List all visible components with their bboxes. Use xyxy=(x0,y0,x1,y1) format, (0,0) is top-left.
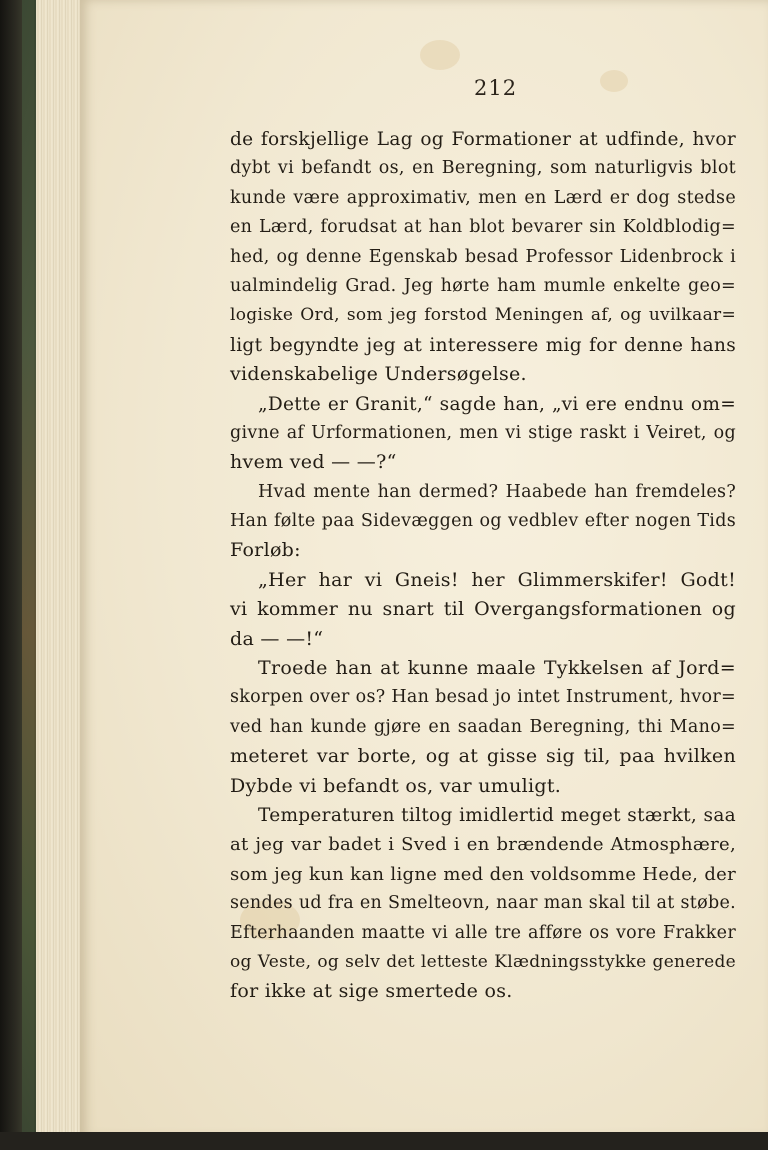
text-line: skorpen over os? Han besad jo intet Instrument, hvor= xyxy=(230,687,736,708)
text-line: Troede han at kunne maale Tykkelsen af Jord= xyxy=(258,657,736,680)
text-line: de forskjellige Lag og Formationer at udfinde, hvor xyxy=(230,129,736,150)
text-line: at jeg var badet i Sved i en brændende Atmosphære, xyxy=(230,834,736,856)
text-line: hed, og denne Egenskab besad Professor Lidenbrock i xyxy=(230,246,736,267)
text-line: „Dette er Granit,“ sagde han, „vi ere endnu om= xyxy=(258,393,736,415)
text-line: vi kommer nu snart til Overgangsformationen og xyxy=(230,598,736,621)
text-line: sendes ud fra en Smelteovn, naar man skal til at støbe. xyxy=(230,893,736,914)
text-line: ved han kunde gjøre en saadan Beregning, thi Mano= xyxy=(230,716,736,737)
text-line: meteret var borte, og at gisse sig til, paa hvilken xyxy=(230,745,736,768)
text-line: Han følte paa Sidevæggen og vedblev efter nogen Tids xyxy=(230,511,736,532)
text-line: givne af Urformationen, men vi stige raskt i Veiret, og xyxy=(230,422,736,443)
text-line: „Her har vi Gneis! her Glimmerskifer! Godt! xyxy=(258,568,736,591)
text-line: Hvad mente han dermed? Haabede han fremdeles? xyxy=(258,481,736,502)
text-line: en Lærd, forudsat at han blot bevarer sin Koldblodig= xyxy=(230,217,736,238)
text-line: Temperaturen tiltog imidlertid meget stærkt, saa xyxy=(258,804,736,826)
text-line: ligt begyndte jeg at interessere mig for denne hans xyxy=(230,334,736,356)
paper-stain xyxy=(600,70,628,92)
bottom-edge xyxy=(0,1132,768,1150)
paper-stain xyxy=(420,40,460,70)
text-line: og Veste, og selv det letteste Klædningsstykke generede xyxy=(230,951,736,972)
text-line: for ikke at sige smertede os. xyxy=(230,980,513,1003)
text-line: Efterhaanden maatte vi alle tre afføre os vore Frakker xyxy=(230,922,736,943)
text-line: Forløb: xyxy=(230,539,301,562)
text-line: kunde være approximativ, men en Lærd er dog stedse xyxy=(230,187,736,208)
page-stack-edge xyxy=(36,0,84,1132)
text-line: som jeg kun kan ligne med den voldsomme Hede, der xyxy=(230,863,736,885)
text-line: Dybde vi befandt os, var umuligt. xyxy=(230,774,562,797)
text-line: videnskabelige Undersøgelse. xyxy=(230,363,527,386)
body-text xyxy=(230,125,736,1007)
text-line: hvem ved — —?“ xyxy=(230,451,397,474)
text-line: dybt vi befandt os, en Beregning, som naturligvis blot xyxy=(230,158,736,179)
text-line: da — —!“ xyxy=(230,627,324,650)
text-line: logiske Ord, som jeg forstod Meningen af, og uvilkaar= xyxy=(230,305,736,326)
text-line: ualmindelig Grad. Jeg hørte ham mumle enkelte geo= xyxy=(230,275,736,296)
page-number: 212 xyxy=(474,76,518,100)
